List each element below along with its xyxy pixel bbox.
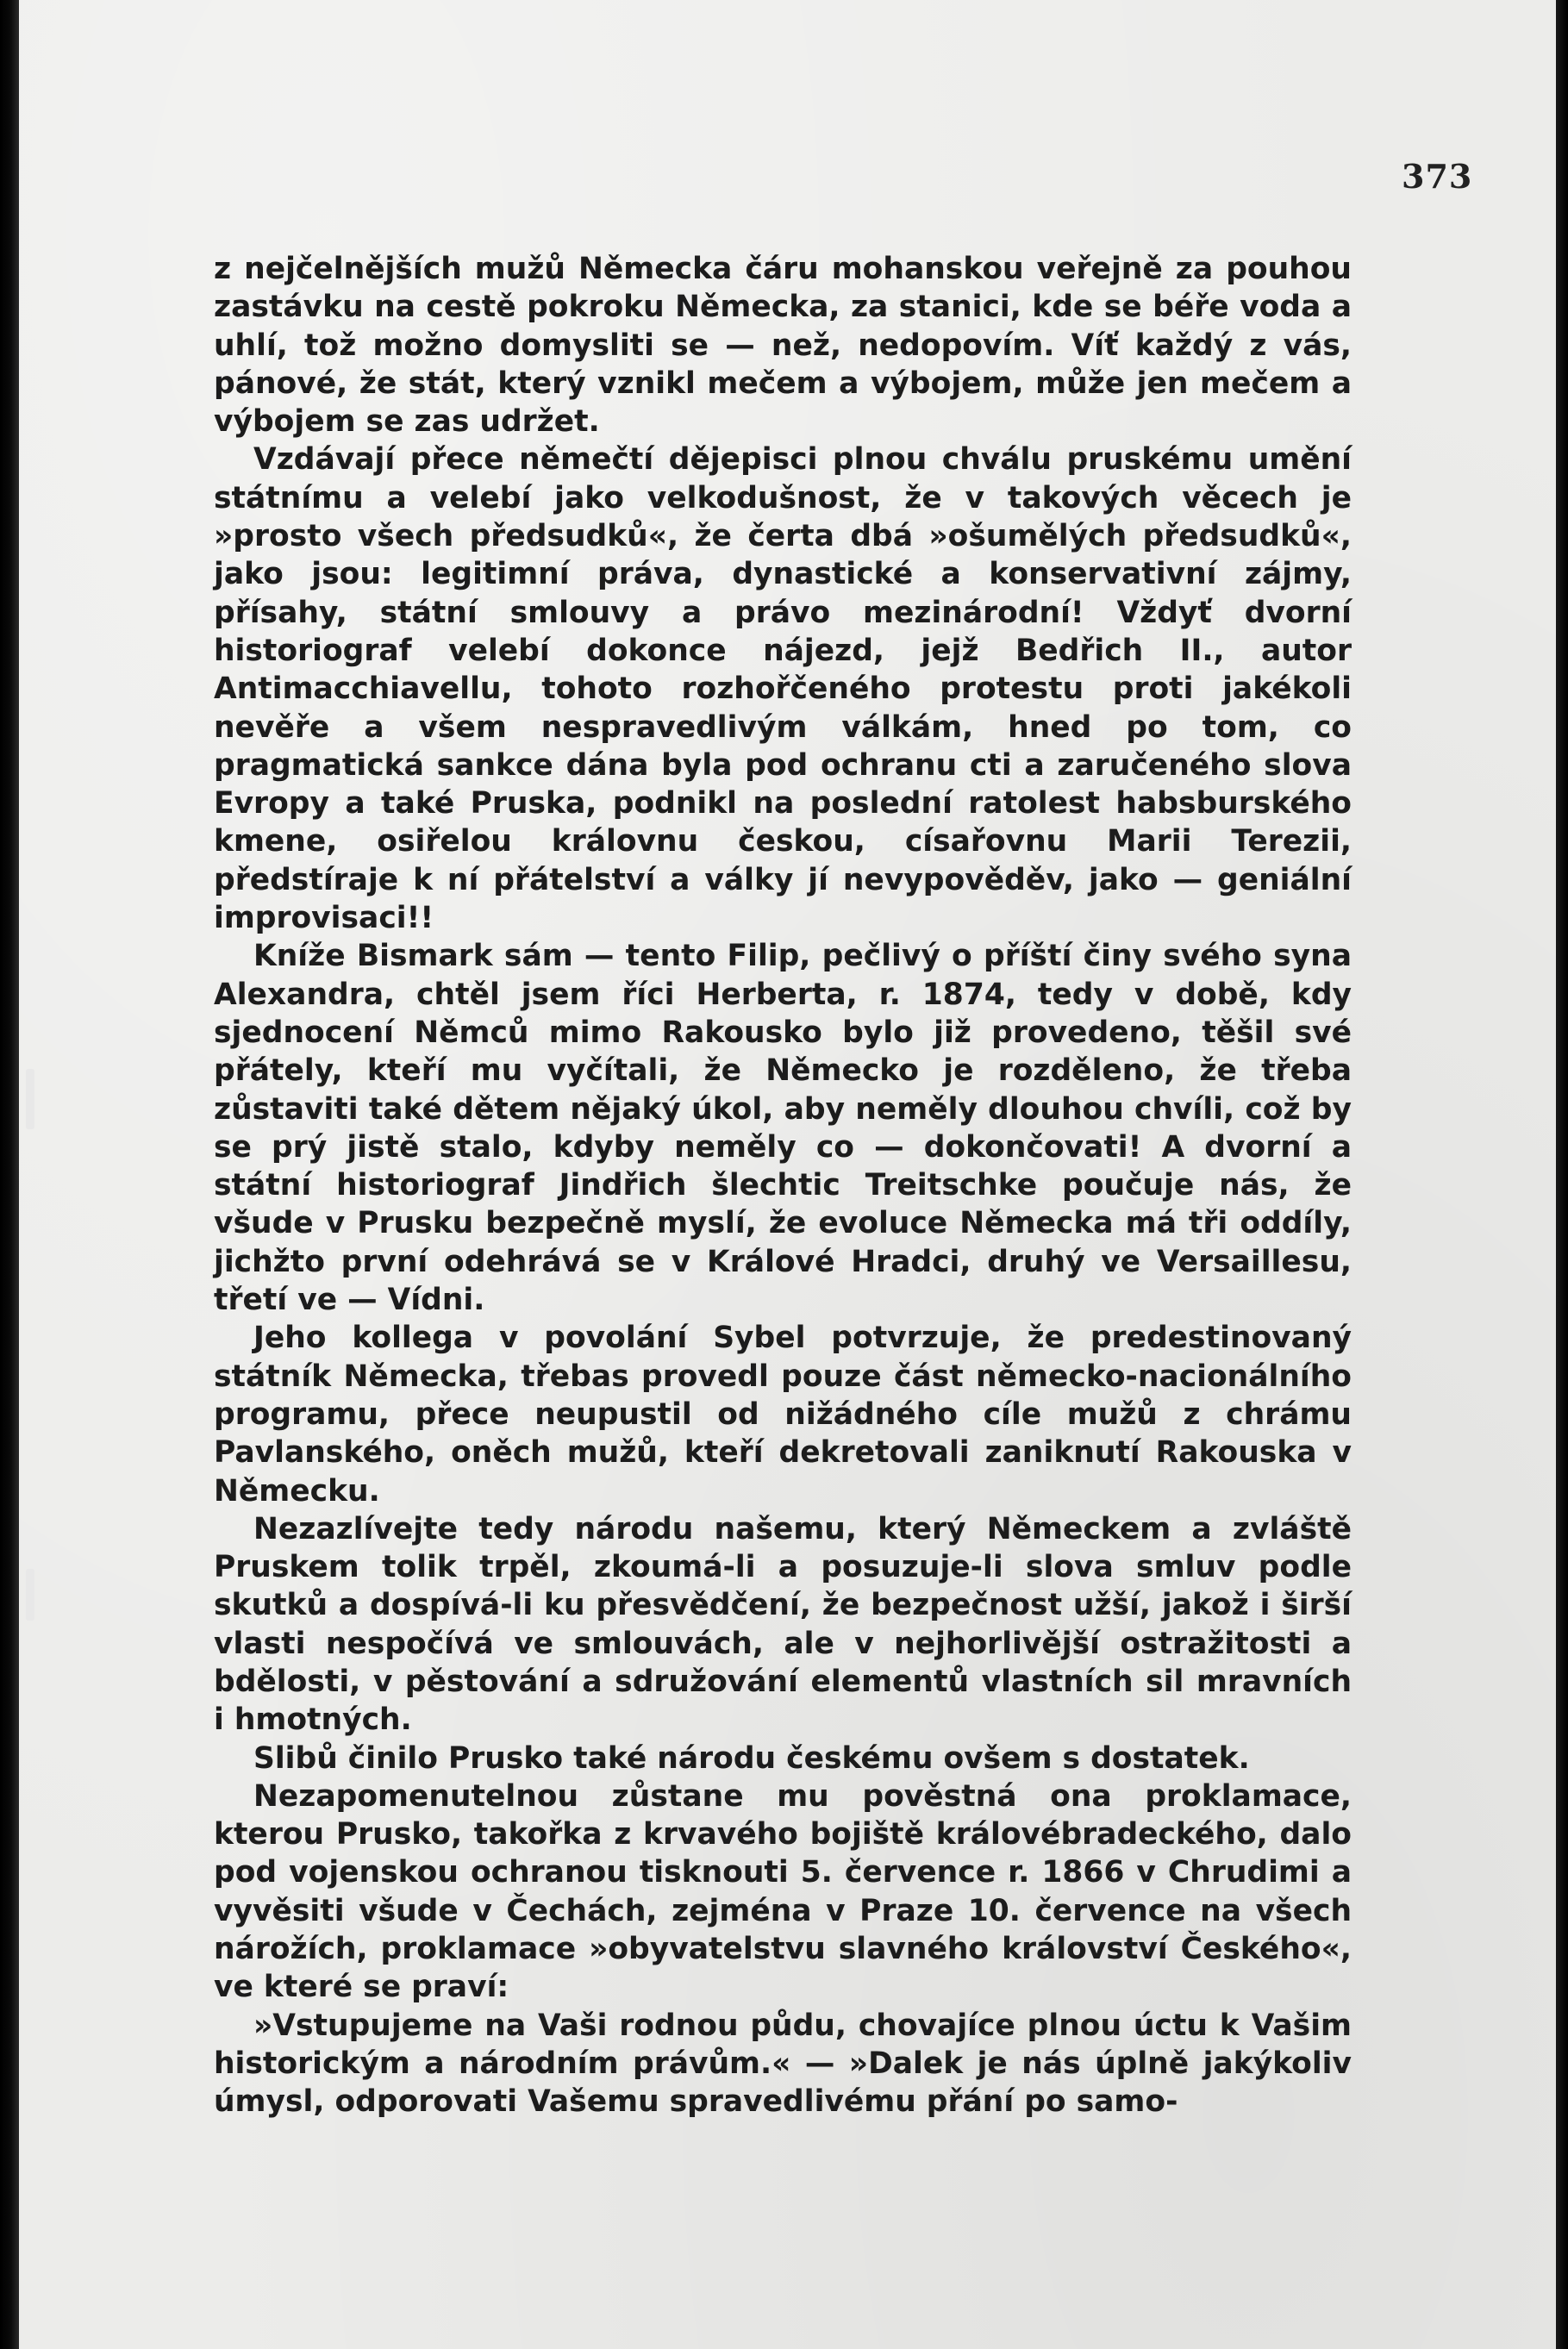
page-number: 373: [1402, 157, 1473, 196]
paragraph: Kníže Bismark sám — tento Filip, pečlivý o příští činy svého syna Alexandra, chtěl jsem říci Herberta, r. 1874, tedy v době, kdy sjednocení Němců mimo Rakousko bylo již provedeno, těšil své přátely, kteří mu vyčítali, že Německo je rozděleno, že třeba zůstaviti také dětem nějaký úkol, aby neměly dlouhou chvíli, což by se prý jistě stalo, kdyby neměly co — dokončovati! A dvorní a státní historiograf Jindřich šlechtic Treitschke poučuje nás, že všude v Prusku bezpečně myslí, že evoluce Německa má tři oddíly, jichžto první odehrává se v Králové Hradci, druhý ve Versaillesu, třetí ve — Vídni.: [214, 939, 1352, 1318]
paragraph: Jeho kollega v povolání Sybel potvrzuje, že predestinovaný státník Německa, třebas provedl pouze část německo-nacionálního programu, přece neupustil od nižádného cíle mužů z chrámu Pavlanského, oněch mužů, kteří dekretovali zaniknutí Rakouska v Německu.: [214, 1321, 1352, 1509]
paragraph: z nejčelnějších mužů Německa čáru mohanskou veřejně za pouhou zastávku na cestě pokroku Německa, za stanici, kde se béře voda a uhlí, tož možno domysliti se — než, nedopovím. Víť každý z vás, pánové, že stát, který vznikl mečem a výbojem, může jen mečem a výbojem se zas udržet.: [214, 252, 1352, 440]
paragraph: Slibů činilo Prusko také národu českému ovšem s dostatek.: [253, 1740, 1250, 1776]
scan-edge-left: [0, 0, 19, 2349]
paragraph: »Vstupujeme na Vaši rodnou půdu, chovajíce plnou úctu k Vašim historickým a národním právům.« — »Dalek je nás úplně jakýkoliv úmysl, odporovati Vašemu spravedlivému přání po samo-: [214, 2008, 1352, 2120]
book-page: [19, 0, 1556, 2349]
paragraph: Nezazlívejte tedy národu našemu, který Německem a zvláště Pruskem tolik trpěl, zkoumá-li a posuzuje-li slova smluv podle skutků a dospívá-li ku přesvědčení, že bezpečnost užší, jakož i širší vlasti nespočívá ve smlouvách, ale v nejhorlivější ostražitosti a bdělosti, v pěstování a sdružování elementů vlastních sil mravních i hmotných.: [214, 1511, 1352, 1738]
binding-mark: [26, 1069, 34, 1129]
scan-edge-right: [1556, 0, 1568, 2349]
paragraph: Vzdávají přece němečtí dějepisci plnou chválu pruskému umění státnímu a velebí jako velkodušnost, že v takových věcech je »prosto všech předsudků«, že čerta dbá »ošumělých předsudků«, jako jsou: legitimní práva, dynastické a konservativní zájmy, přísahy, státní smlouvy a právo mezinárodní! Vždyť dvorní historiograf velebí dokonce nájezd, jejž Bedřich II., autor Antimacchiavellu, tohoto rozhořčeného protestu proti jakékoli nevěře a všem nespravedlivým válkám, hned po tom, co pragmatická sankce dána byla pod ochranu cti a zaručeného slova Evropy a také Pruska, podnikl na poslední ratolest habsburského kmene, osiřelou královnu českou, císařovnu Marii Terezii, předstíraje k ní přátelství a války jí nevypověděv, jako — geniální improvisaci!!: [214, 442, 1352, 936]
binding-mark: [26, 1569, 34, 1621]
paragraph: Nezapomenutelnou zůstane mu pověstná ona proklamace, kterou Prusko, takořka z krvavého bojiště královébradeckého, dalo pod vojenskou ochranou tisknouti 5. července r. 1866 v Chrudimi a vyvěsiti všude v Čechách, zejména v Praze 10. července na všech nárožích, proklamace »obyvatelstvu slavného království Českého«, ve které se praví:: [214, 1778, 1352, 2005]
body-text: [214, 250, 1352, 2121]
